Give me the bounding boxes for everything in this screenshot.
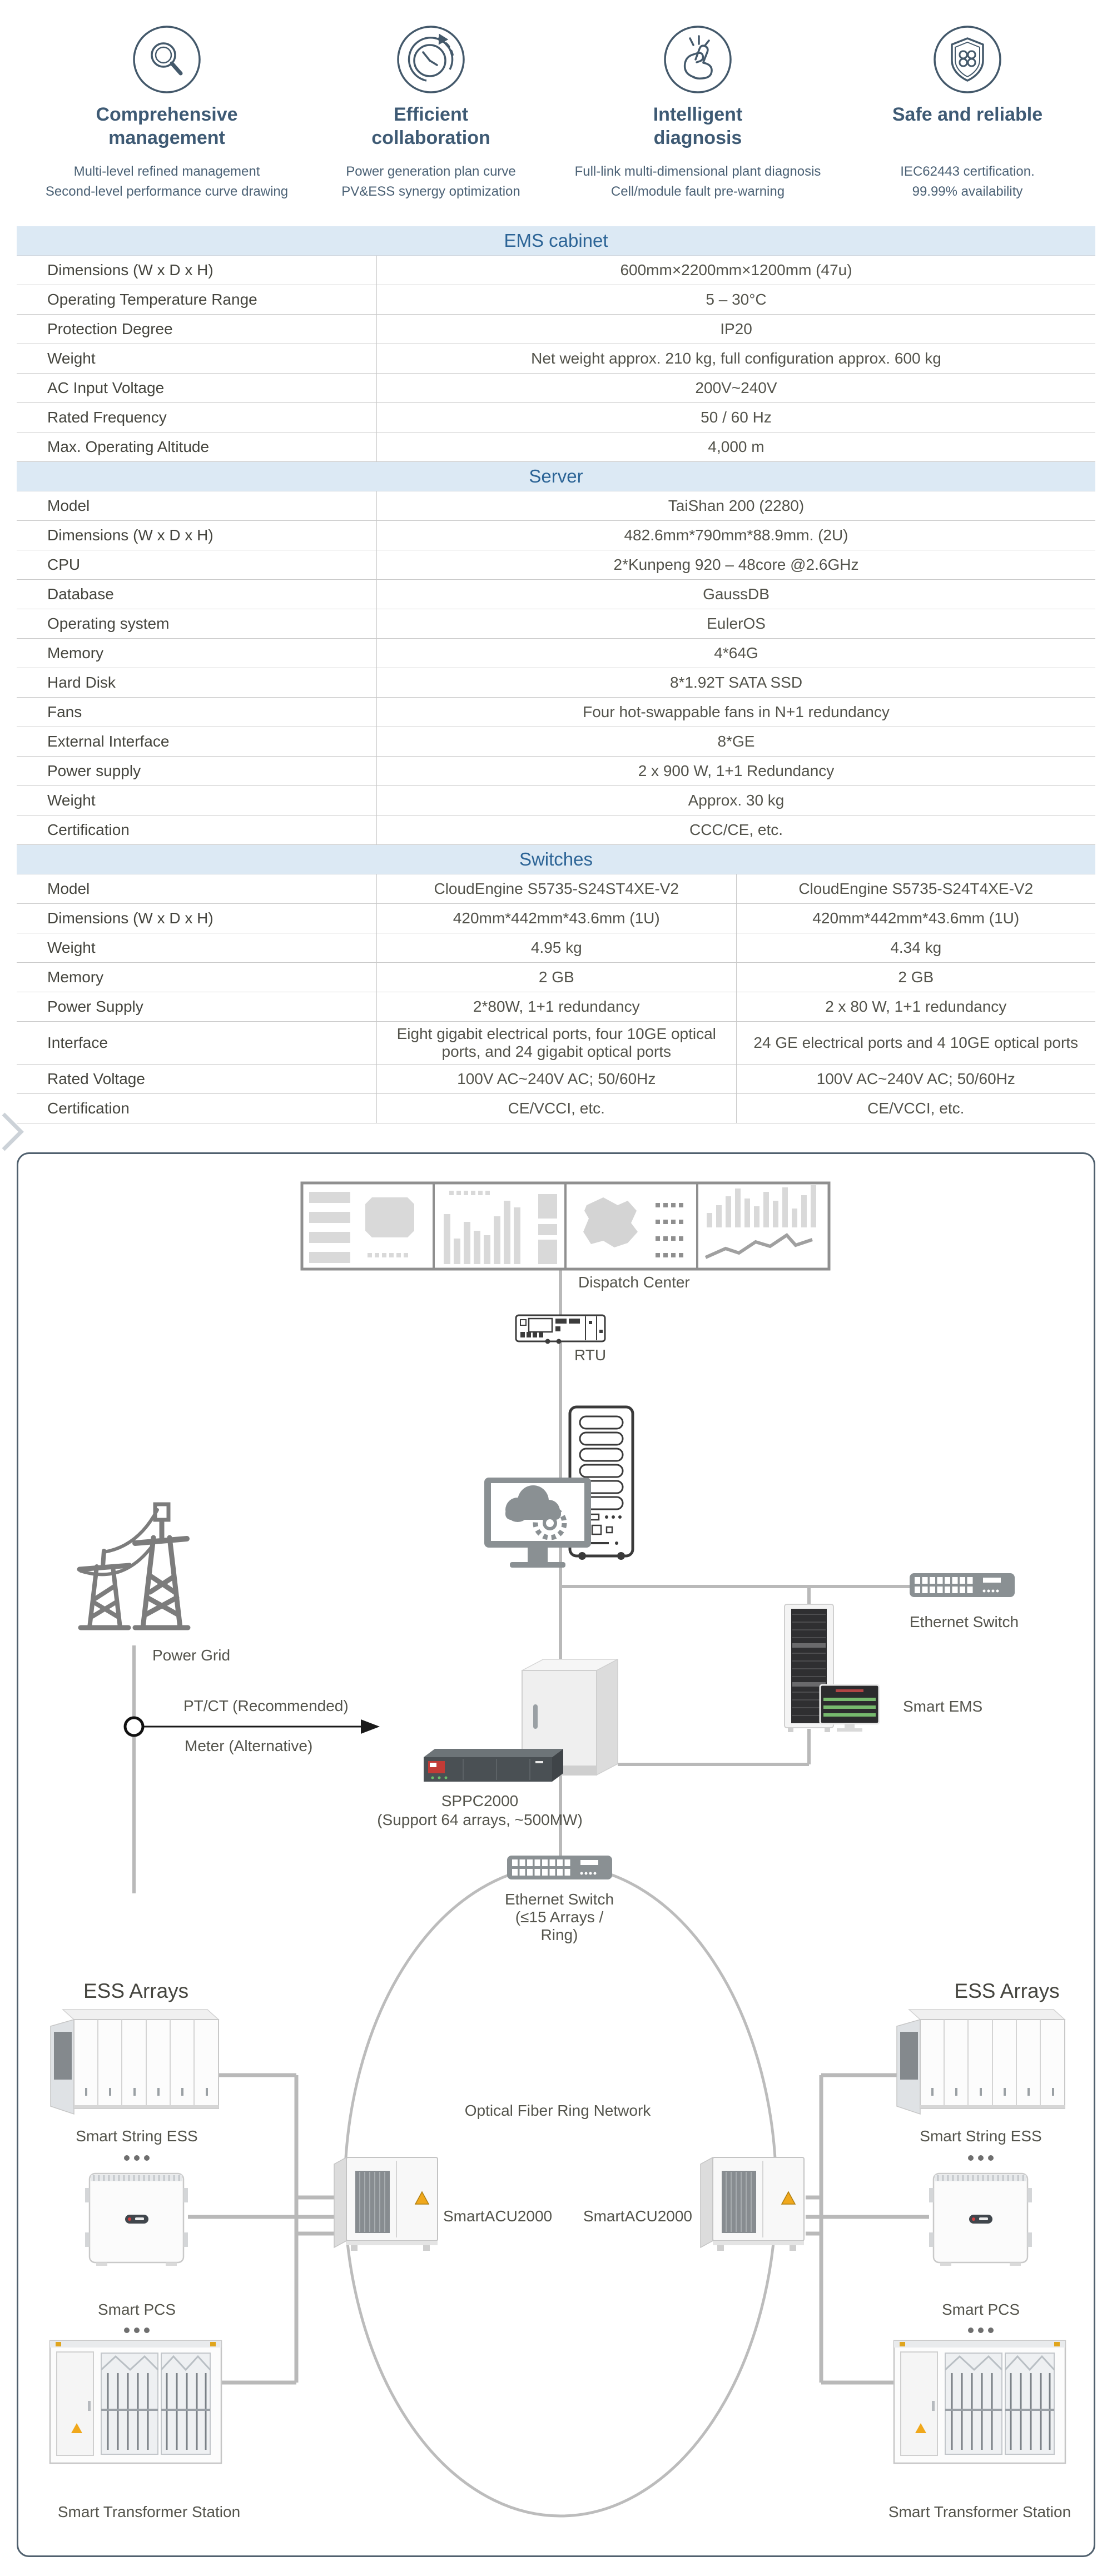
feature-desc-line: IEC62443 certification.: [900, 164, 1035, 179]
rtu-device: [516, 1315, 605, 1344]
spec-label: Memory: [47, 644, 104, 662]
sppc2000-device: [424, 1659, 618, 1782]
power-grid-icon: [80, 1504, 188, 1628]
feature-title: [837, 103, 1098, 150]
spec-value: 100V AC~240V AC; 50/60Hz: [376, 1065, 736, 1093]
ellipsis-dots: [124, 2155, 150, 2161]
spec-row: [17, 521, 1095, 550]
spec-row: [17, 374, 1095, 403]
ess-container-right: [897, 2010, 1065, 2114]
smart-ems-label: Smart EMS: [903, 1698, 983, 1715]
smartacu-left: [334, 2157, 438, 2251]
finger-snap-icon: [663, 25, 732, 94]
spec-label: AC Input Voltage: [47, 379, 165, 396]
ellipsis-dots: [968, 2155, 994, 2161]
smart-transformer-right-label: Smart Transformer Station: [888, 2503, 1071, 2520]
feature-title-line: diagnosis: [653, 127, 742, 148]
magnifier-icon: [132, 25, 201, 94]
spec-row: [17, 639, 1095, 668]
feature-desc: [567, 162, 828, 202]
spec-value: 100V AC~240V AC; 50/60Hz: [736, 1065, 1096, 1093]
feature-title: [300, 103, 562, 150]
smart-string-ess-right-label: Smart String ESS: [920, 2127, 1042, 2145]
spec-value: 600mm×2200mm×1200mm (47u): [376, 256, 1095, 285]
spec-row: [17, 963, 1095, 992]
ess-container-left: [51, 2010, 219, 2114]
smart-pcs-left-label: Smart PCS: [97, 2301, 176, 2318]
spec-label: Dimensions (W x D x H): [47, 526, 214, 544]
spec-value: CE/VCCI, etc.: [376, 1094, 736, 1123]
page-fold-chevron-icon: [0, 1112, 24, 1152]
grid-node-circle: [125, 1718, 143, 1735]
spec-row: [17, 904, 1095, 933]
feature-title: [36, 103, 297, 150]
spec-label: Fans: [47, 703, 82, 720]
spec-label: Model: [47, 880, 90, 897]
smart-ems-monitor: [820, 1685, 879, 1732]
spec-row: [17, 609, 1095, 639]
spec-label: Max. Operating Altitude: [47, 438, 210, 455]
smart-pcs-right: [929, 2174, 1032, 2266]
ring-switch-label-1: Ethernet Switch: [504, 1891, 614, 1908]
feature-title-line: Intelligent: [653, 104, 743, 125]
feature-desc-line: Second-level performance curve drawing: [45, 184, 289, 199]
spec-label: Dimensions (W x D x H): [47, 909, 214, 927]
spec-row: [17, 315, 1095, 344]
feature-intelligent-diagnosis: [567, 17, 828, 202]
feature-title-line: collaboration: [371, 127, 490, 148]
ethernet-switch-top-label: Ethernet Switch: [910, 1613, 1019, 1630]
spec-label: Rated Frequency: [47, 409, 167, 426]
table-ems: [17, 256, 1095, 462]
feature-title-line: management: [108, 127, 225, 148]
feature-desc: [36, 162, 297, 202]
meter-label: Meter (Alternative): [185, 1737, 313, 1754]
spec-label: Model: [47, 497, 90, 514]
spec-label: Weight: [47, 350, 96, 367]
spec-value: 4*64G: [376, 639, 1095, 668]
ellipsis-dots: [968, 2328, 994, 2333]
feature-desc-line: 99.99% availability: [912, 184, 1023, 199]
spec-value: EulerOS: [376, 609, 1095, 638]
dispatch-video-wall: [302, 1183, 829, 1269]
shield-icon: [933, 25, 1002, 94]
spec-value: TaiShan 200 (2280): [376, 491, 1095, 520]
spec-label: Certification: [47, 821, 130, 838]
spec-row: [17, 992, 1095, 1022]
smartacu-left-label: SmartACU2000: [443, 2207, 553, 2225]
ring-network-label: Optical Fiber Ring Network: [464, 2102, 651, 2119]
connection-lines: [134, 1269, 910, 1893]
spec-row: [17, 727, 1095, 757]
spec-value: GaussDB: [376, 580, 1095, 609]
spec-value: 420mm*442mm*43.6mm (1U): [376, 904, 736, 933]
feature-efficient-collaboration: [300, 17, 562, 202]
smart-pcs-right-label: Smart PCS: [941, 2301, 1020, 2318]
feature-desc-line: Power generation plan curve: [346, 164, 516, 179]
feature-title-line: Safe and reliable: [892, 104, 1043, 125]
feature-desc-line: PV&ESS synergy optimization: [341, 184, 520, 199]
spec-label: CPU: [47, 556, 81, 573]
spec-label: Hard Disk: [47, 674, 116, 691]
table-title-ems: EMS cabinet: [17, 226, 1095, 256]
clock-cycle-icon: [396, 25, 465, 94]
smartacu-right: [701, 2157, 804, 2251]
feature-title-line: Comprehensive: [96, 104, 238, 125]
spec-value: 2 x 80 W, 1+1 redundancy: [736, 992, 1096, 1021]
spec-label: Rated Voltage: [47, 1070, 145, 1087]
spec-row: [17, 698, 1095, 727]
spec-value: IP20: [376, 315, 1095, 344]
spec-value: 2 GB: [736, 963, 1096, 992]
spec-row: [17, 874, 1095, 904]
spec-value: 2 GB: [376, 963, 736, 992]
architecture-diagram: [17, 1152, 1095, 2557]
table-title-server: Server: [17, 462, 1095, 491]
feature-desc-line: Full-link multi-dimensional plant diagnosis: [574, 164, 821, 179]
spec-value: CE/VCCI, etc.: [736, 1094, 1096, 1123]
spec-value: 24 GE electrical ports and 4 10GE optical ports: [736, 1022, 1096, 1064]
ring-switch-label-3: Ring): [540, 1926, 578, 1943]
smart-transformer-left: [50, 2341, 221, 2463]
spec-label: Protection Degree: [47, 320, 173, 337]
spec-row: [17, 344, 1095, 374]
spec-value: Net weight approx. 210 kg, full configuration approx. 600 kg: [376, 344, 1095, 373]
spec-value: CloudEngine S5735-S24ST4XE-V2: [376, 874, 736, 903]
spec-row: [17, 1094, 1095, 1123]
spec-value: CloudEngine S5735-S24T4XE-V2: [736, 874, 1096, 903]
spec-label: Dimensions (W x D x H): [47, 261, 214, 279]
spec-label: Operating Temperature Range: [47, 291, 257, 308]
spec-row: [17, 432, 1095, 462]
spec-value: Approx. 30 kg: [376, 786, 1095, 815]
feature-desc: [837, 162, 1098, 202]
table-title-switches: Switches: [17, 845, 1095, 874]
spec-row: [17, 403, 1095, 432]
spec-label: Operating system: [47, 615, 170, 632]
dispatch-center-label: Dispatch Center: [578, 1274, 690, 1291]
ess-bus-lines: [188, 2075, 929, 2383]
feature-safe-reliable: [837, 17, 1098, 202]
smart-pcs-left: [85, 2174, 188, 2266]
feature-title: [567, 103, 828, 150]
smartacu-right-label: SmartACU2000: [583, 2207, 692, 2225]
spec-label: Interface: [47, 1034, 108, 1051]
ring-switch-label-2: (≤15 Arrays /: [515, 1908, 604, 1926]
spec-value: 2*80W, 1+1 redundancy: [376, 992, 736, 1021]
spec-value: 420mm*442mm*43.6mm (1U): [736, 904, 1096, 933]
ess-arrays-right-heading: ESS Arrays: [954, 1980, 1060, 2002]
ptct-label: PT/CT (Recommended): [183, 1697, 349, 1714]
smart-string-ess-left-label: Smart String ESS: [76, 2127, 198, 2145]
spec-label: External Interface: [47, 733, 170, 750]
spec-row: [17, 256, 1095, 285]
spec-label: Power supply: [47, 762, 141, 779]
spec-label: Database: [47, 585, 114, 603]
spec-value: 4.34 kg: [736, 933, 1096, 962]
spec-row: [17, 491, 1095, 521]
spec-row: [17, 757, 1095, 786]
spec-row: [17, 1065, 1095, 1094]
features-section: [0, 17, 1112, 217]
spec-value: 8*1.92T SATA SSD: [376, 668, 1095, 697]
power-grid-label: Power Grid: [152, 1647, 231, 1664]
smart-transformer-left-label: Smart Transformer Station: [57, 2503, 241, 2520]
smart-transformer-right: [894, 2341, 1065, 2463]
ethernet-switch-device-ring: [507, 1856, 612, 1879]
spec-value: 4,000 m: [376, 432, 1095, 461]
sppc-label-2: (Support 64 arrays, ~500MW): [377, 1811, 583, 1828]
spec-value: 2 x 900 W, 1+1 Redundancy: [376, 757, 1095, 785]
spec-row: [17, 786, 1095, 815]
feature-desc-line: Cell/module fault pre-warning: [610, 184, 785, 199]
ess-arrays-left-heading: ESS Arrays: [83, 1980, 189, 2002]
rtu-label: RTU: [574, 1346, 607, 1364]
ptct-arrow: [125, 1718, 380, 1735]
spec-label: Weight: [47, 792, 96, 809]
table-switches: [17, 874, 1095, 1123]
ethernet-switch-device-top: [910, 1573, 1015, 1597]
spec-label: Certification: [47, 1100, 130, 1117]
spec-value: 200V~240V: [376, 374, 1095, 402]
table-server: [17, 491, 1095, 845]
spec-value: 4.95 kg: [376, 933, 736, 962]
spec-value: 8*GE: [376, 727, 1095, 756]
spec-row: [17, 815, 1095, 845]
feature-comprehensive-management: [36, 17, 297, 202]
spec-value: 50 / 60 Hz: [376, 403, 1095, 432]
feature-title-line: Efficient: [393, 104, 469, 125]
spec-value: 5 – 30°C: [376, 285, 1095, 314]
spec-label: Weight: [47, 939, 96, 956]
sppc-label-1: SPPC2000: [441, 1792, 519, 1809]
spec-row: [17, 580, 1095, 609]
spec-value: 2*Kunpeng 920 – 48core @2.6GHz: [376, 550, 1095, 579]
spec-label: Memory: [47, 968, 104, 986]
spec-row: [17, 668, 1095, 698]
spec-value: 482.6mm*790mm*88.9mm. (2U): [376, 521, 1095, 550]
spec-value: CCC/CE, etc.: [376, 815, 1095, 844]
spec-value: Four hot-swappable fans in N+1 redundancy: [376, 698, 1095, 727]
spec-tables: [17, 226, 1095, 1123]
feature-desc-line: Multi-level refined management: [73, 164, 260, 179]
spec-row: [17, 933, 1095, 963]
spec-row: [17, 285, 1095, 315]
spec-value: Eight gigabit electrical ports, four 10GE optical ports, and 24 gigabit optical ports: [376, 1022, 736, 1064]
spec-row: [17, 550, 1095, 580]
spec-label: Power Supply: [47, 998, 143, 1015]
feature-desc: [300, 162, 562, 202]
ellipsis-dots: [124, 2328, 150, 2333]
spec-row: [17, 1022, 1095, 1065]
